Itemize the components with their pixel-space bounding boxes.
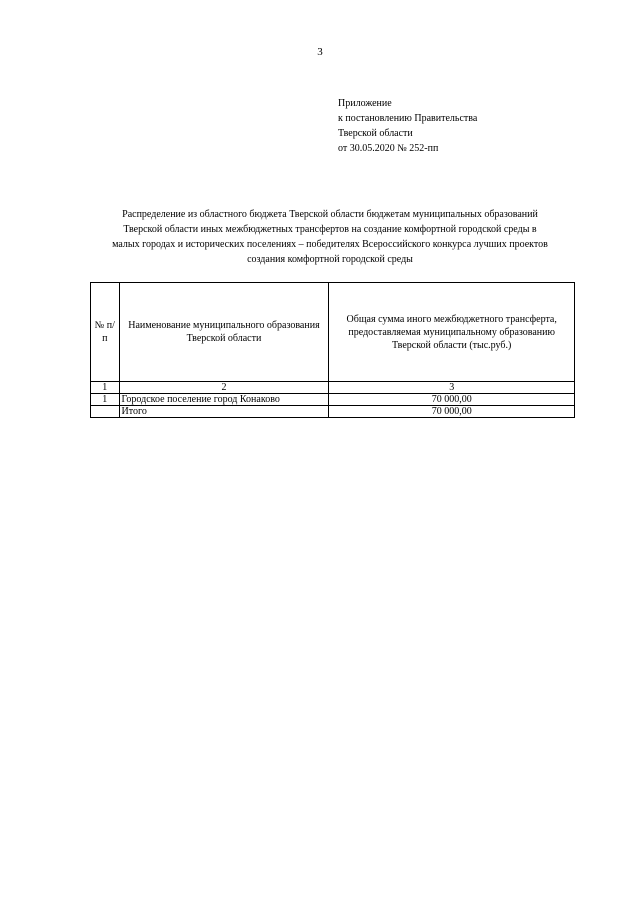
appendix-line-1: Приложение bbox=[338, 98, 392, 109]
appendix-line-2: к постановлению Правительства bbox=[338, 113, 478, 124]
total-num bbox=[91, 406, 120, 418]
column-index-row bbox=[91, 382, 575, 394]
table-header-row bbox=[91, 283, 575, 382]
index-cell-2: 2 bbox=[119, 382, 329, 394]
index-cell-3: 3 bbox=[329, 382, 575, 394]
appendix-line-4: от 30.05.2020 № 252-пп bbox=[338, 143, 439, 154]
index-cell-1: 1 bbox=[91, 382, 120, 394]
appendix-line-3: Тверской области bbox=[338, 128, 413, 139]
document-title bbox=[80, 207, 580, 267]
table-row bbox=[91, 394, 575, 406]
header-sum: Общая сумма иного межбюджетного трансферта, предоставляемая муниципальному образованию Тверской области (тыс.руб.) bbox=[329, 283, 575, 382]
title-line-3: малых городах и исторических поселениях – победителях Всероссийского конкурса лучших проектов bbox=[112, 239, 548, 250]
total-sum: 70 000,00 bbox=[329, 406, 575, 418]
row-name: Городское поселение город Конаково bbox=[119, 394, 329, 406]
row-sum: 70 000,00 bbox=[329, 394, 575, 406]
row-num: 1 bbox=[91, 394, 120, 406]
total-label: Итого bbox=[119, 406, 329, 418]
title-line-2: Тверской области иных межбюджетных трансфертов на создание комфортной городской среды в bbox=[123, 224, 537, 235]
page-number: 3 bbox=[317, 46, 323, 58]
appendix-block bbox=[338, 96, 477, 156]
title-line-4: создания комфортной городской среды bbox=[247, 254, 413, 265]
distribution-table bbox=[90, 282, 575, 418]
total-row bbox=[91, 406, 575, 418]
header-num: № п/п bbox=[91, 283, 120, 382]
title-line-1: Распределение из областного бюджета Тверской области бюджетам муниципальных образований bbox=[122, 209, 538, 220]
header-name: Наименование муниципального образования Тверской области bbox=[119, 283, 329, 382]
